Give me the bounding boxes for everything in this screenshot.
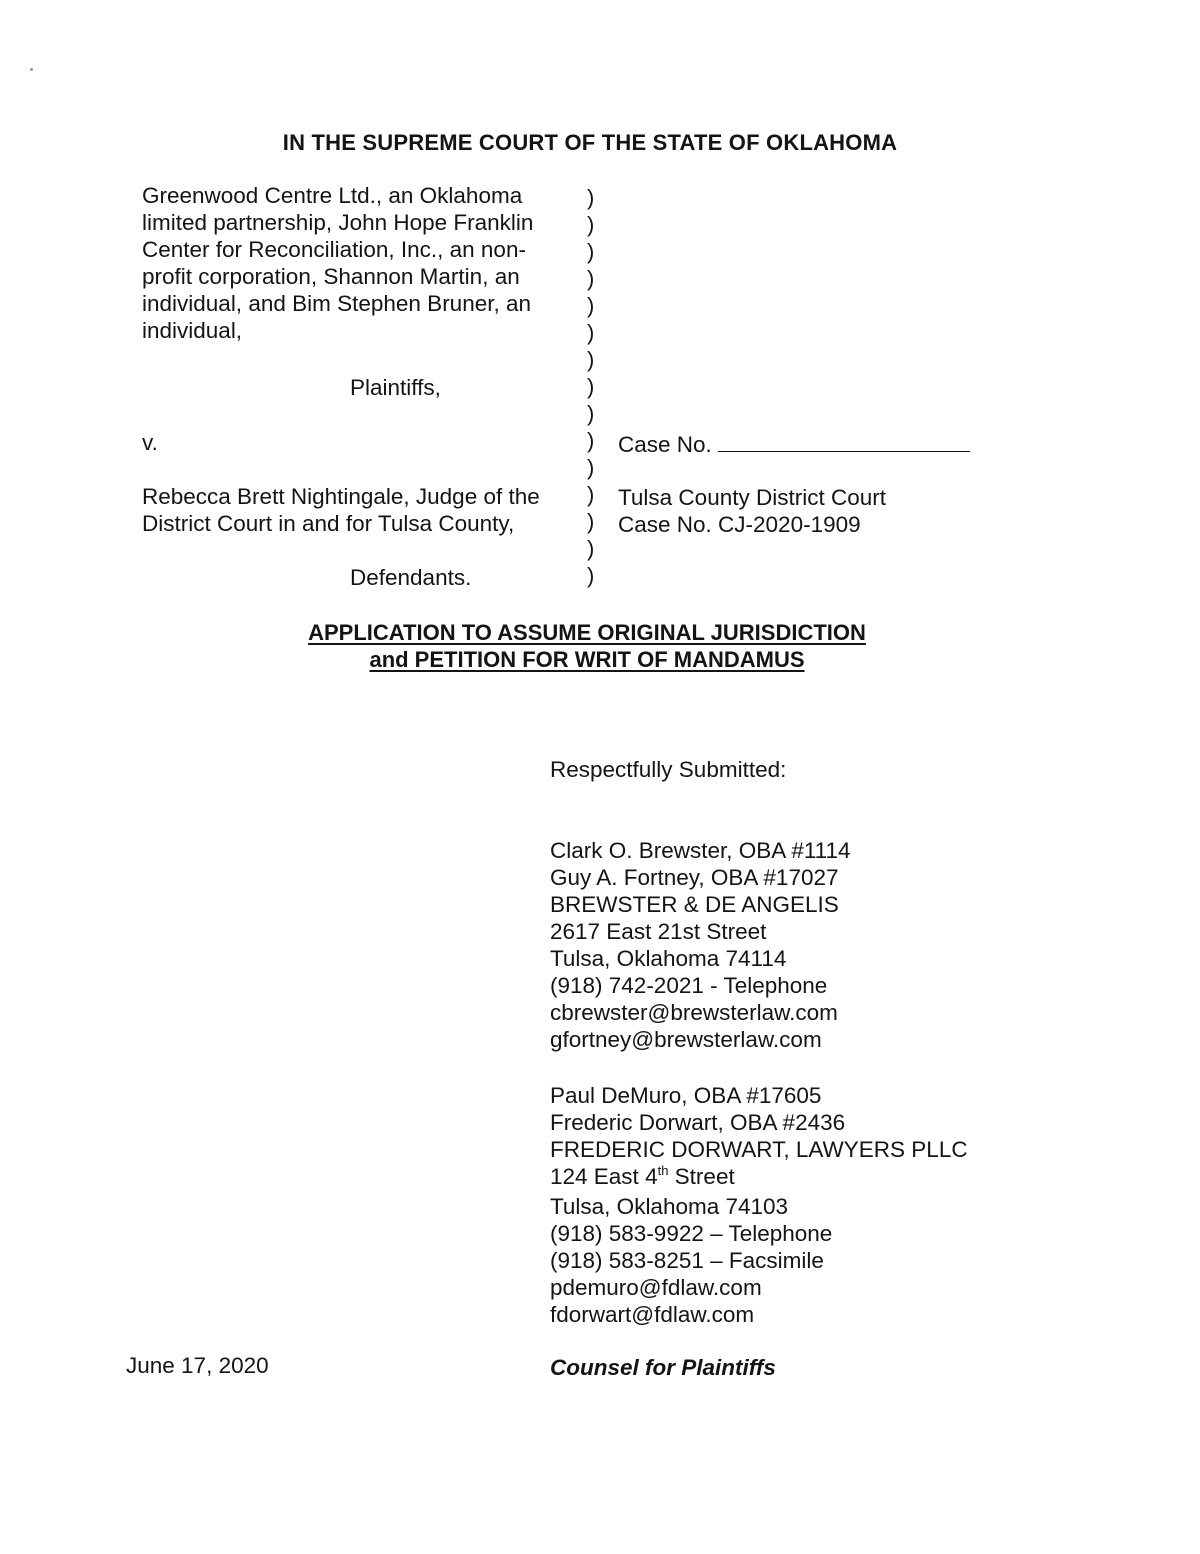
counsel-email: pdemuro@fdlaw.com (550, 1275, 762, 1300)
scan-speck (30, 68, 33, 71)
counsel-line: 2617 East 21st Street (550, 919, 767, 944)
counsel-for-plaintiffs: Counsel for Plaintiffs (550, 1355, 776, 1380)
counsel-line: Clark O. Brewster, OBA #1114 (550, 838, 851, 863)
address-ordinal: th (657, 1163, 669, 1178)
counsel-block-dorwart (550, 1082, 968, 1328)
respectfully-submitted: Respectfully Submitted: (550, 757, 787, 782)
paren-mark: ) (587, 482, 595, 507)
counsel-line: (918) 583-8251 – Facsimile (550, 1248, 824, 1273)
counsel-email: fdorwart@fdlaw.com (550, 1302, 755, 1327)
plaintiffs-line: individual, (142, 318, 243, 343)
paren-mark: ) (587, 185, 595, 210)
court-heading: IN THE SUPREME COURT OF THE STATE OF OKLAHOMA (282, 130, 898, 155)
defendants-line: Rebecca Brett Nightingale, Judge of the (142, 484, 540, 509)
counsel-line: Tulsa, Oklahoma 74103 (550, 1194, 789, 1219)
counsel-email: cbrewster@brewsterlaw.com (550, 1000, 838, 1025)
plaintiffs-line: Greenwood Centre Ltd., an Oklahoma (142, 183, 523, 208)
address-prefix: 124 East 4 (550, 1164, 658, 1189)
district-court-line: Case No. CJ-2020-1909 (618, 512, 861, 537)
counsel-address-line (550, 1163, 968, 1193)
case-number-label: Case No. (618, 432, 712, 457)
district-court-line: Tulsa County District Court (618, 485, 886, 510)
paren-mark: ) (587, 320, 595, 345)
paren-mark: ) (587, 563, 595, 588)
district-court-case (618, 484, 886, 538)
document-title-line: APPLICATION TO ASSUME ORIGINAL JURISDICTION (308, 620, 866, 645)
versus-label: v. (142, 430, 158, 455)
filing-date: June 17, 2020 (126, 1353, 269, 1378)
plaintiffs-role: Plaintiffs, (350, 375, 441, 400)
address-suffix: Street (668, 1164, 735, 1189)
counsel-line: Frederic Dorwart, OBA #2436 (550, 1110, 846, 1135)
case-number-field (618, 429, 970, 458)
counsel-block-brewster (550, 837, 851, 1053)
case-number-blank (718, 429, 970, 452)
paren-mark: ) (587, 401, 595, 426)
plaintiffs-line: Center for Reconciliation, Inc., an non- (142, 237, 526, 262)
counsel-line: (918) 583-9922 – Telephone (550, 1221, 833, 1246)
plaintiffs-line: limited partnership, John Hope Franklin (142, 210, 534, 235)
counsel-line: BREWSTER & DE ANGELIS (550, 892, 839, 917)
paren-mark: ) (587, 266, 595, 291)
counsel-line: Tulsa, Oklahoma 74114 (550, 946, 787, 971)
document-title (0, 619, 1174, 673)
plaintiffs-line: profit corporation, Shannon Martin, an (142, 264, 520, 289)
paren-mark: ) (587, 536, 595, 561)
defendants-line: District Court in and for Tulsa County, (142, 511, 515, 536)
counsel-line: Paul DeMuro, OBA #17605 (550, 1083, 822, 1108)
paren-mark: ) (587, 455, 595, 480)
plaintiffs-line: individual, and Bim Stephen Bruner, an (142, 291, 532, 316)
paren-mark: ) (587, 212, 595, 237)
counsel-email: gfortney@brewsterlaw.com (550, 1027, 822, 1052)
paren-mark: ) (587, 374, 595, 399)
counsel-line: Guy A. Fortney, OBA #17027 (550, 865, 839, 890)
paren-mark: ) (587, 428, 595, 453)
caption-divider (587, 184, 594, 589)
counsel-line: (918) 742-2021 - Telephone (550, 973, 828, 998)
paren-mark: ) (587, 347, 595, 372)
paren-mark: ) (587, 509, 595, 534)
defendants-names (142, 483, 540, 537)
document-title-line: and PETITION FOR WRIT OF MANDAMUS (369, 647, 805, 672)
counsel-line: FREDERIC DORWART, LAWYERS PLLC (550, 1137, 968, 1162)
plaintiffs-names (142, 182, 533, 344)
paren-mark: ) (587, 293, 595, 318)
defendants-role: Defendants. (350, 565, 472, 590)
paren-mark: ) (587, 239, 595, 264)
